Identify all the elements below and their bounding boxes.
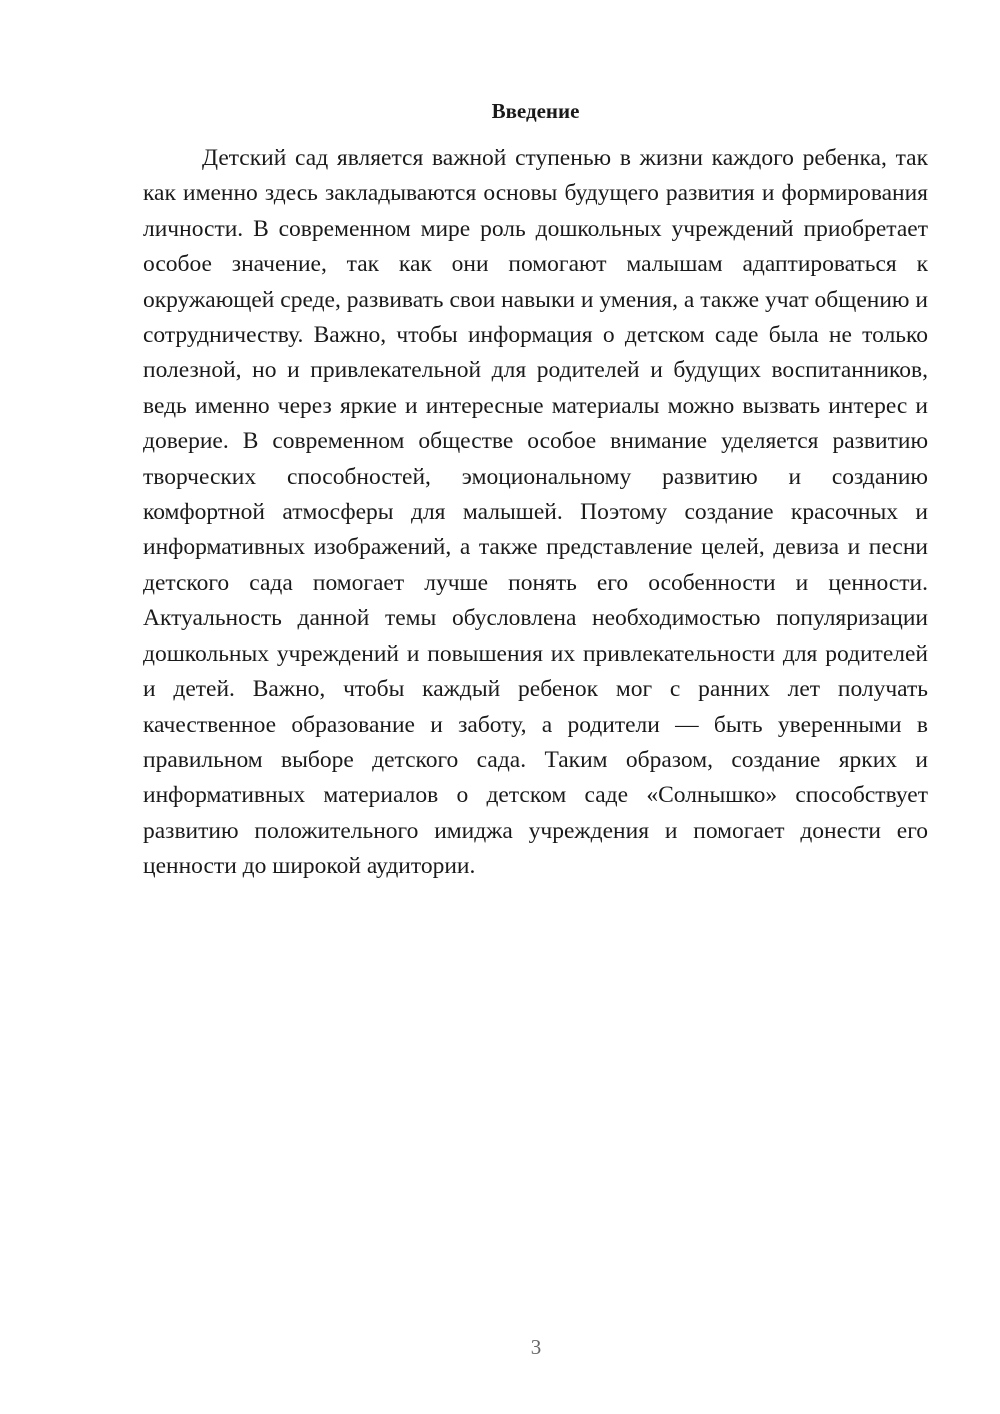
body-paragraph: Детский сад является важной ступенью в жизни каждого ребенка, так как именно здесь закладываются основы будущего развития и формирования личности. В современном мире роль дошкольных учреждений приобретает особое значение, так как они помогают малышам адаптироваться к окружающей среде, развивать свои навыки и умения, а также учат общению и сотрудничеству. Важно, чтобы информация о детском саде была не только полезной, но и привлекательной для родителей и будущих воспитанников, ведь именно через яркие и интересные материалы можно вызвать интерес и доверие. В современном обществе особое внимание уделяется развитию творческих способностей, эмоциональному развитию и созданию комфортной атмосферы для малышей. Поэтому создание красочных и информативных изображений, а также представление целей, девиза и песни детского сада помогает лучше понять его особенности и ценности. Актуальность данной темы обусловлена необходимостью популяризации дошкольных учреждений и повышения их привлекательности для родителей и детей. Важно, чтобы каждый ребенок мог с ранних лет получать качественное образование и заботу, а родители — быть уверенными в правильном выборе детского сада. Таким образом, создание ярких и информативных материалов о детском саде «Солнышко» способствует развитию положительного имиджа учреждения и помогает донести его ценности до широкой аудитории.: [143, 145, 928, 880]
page-number: 3: [530, 1335, 542, 1359]
section-heading: Введение: [491, 99, 580, 123]
